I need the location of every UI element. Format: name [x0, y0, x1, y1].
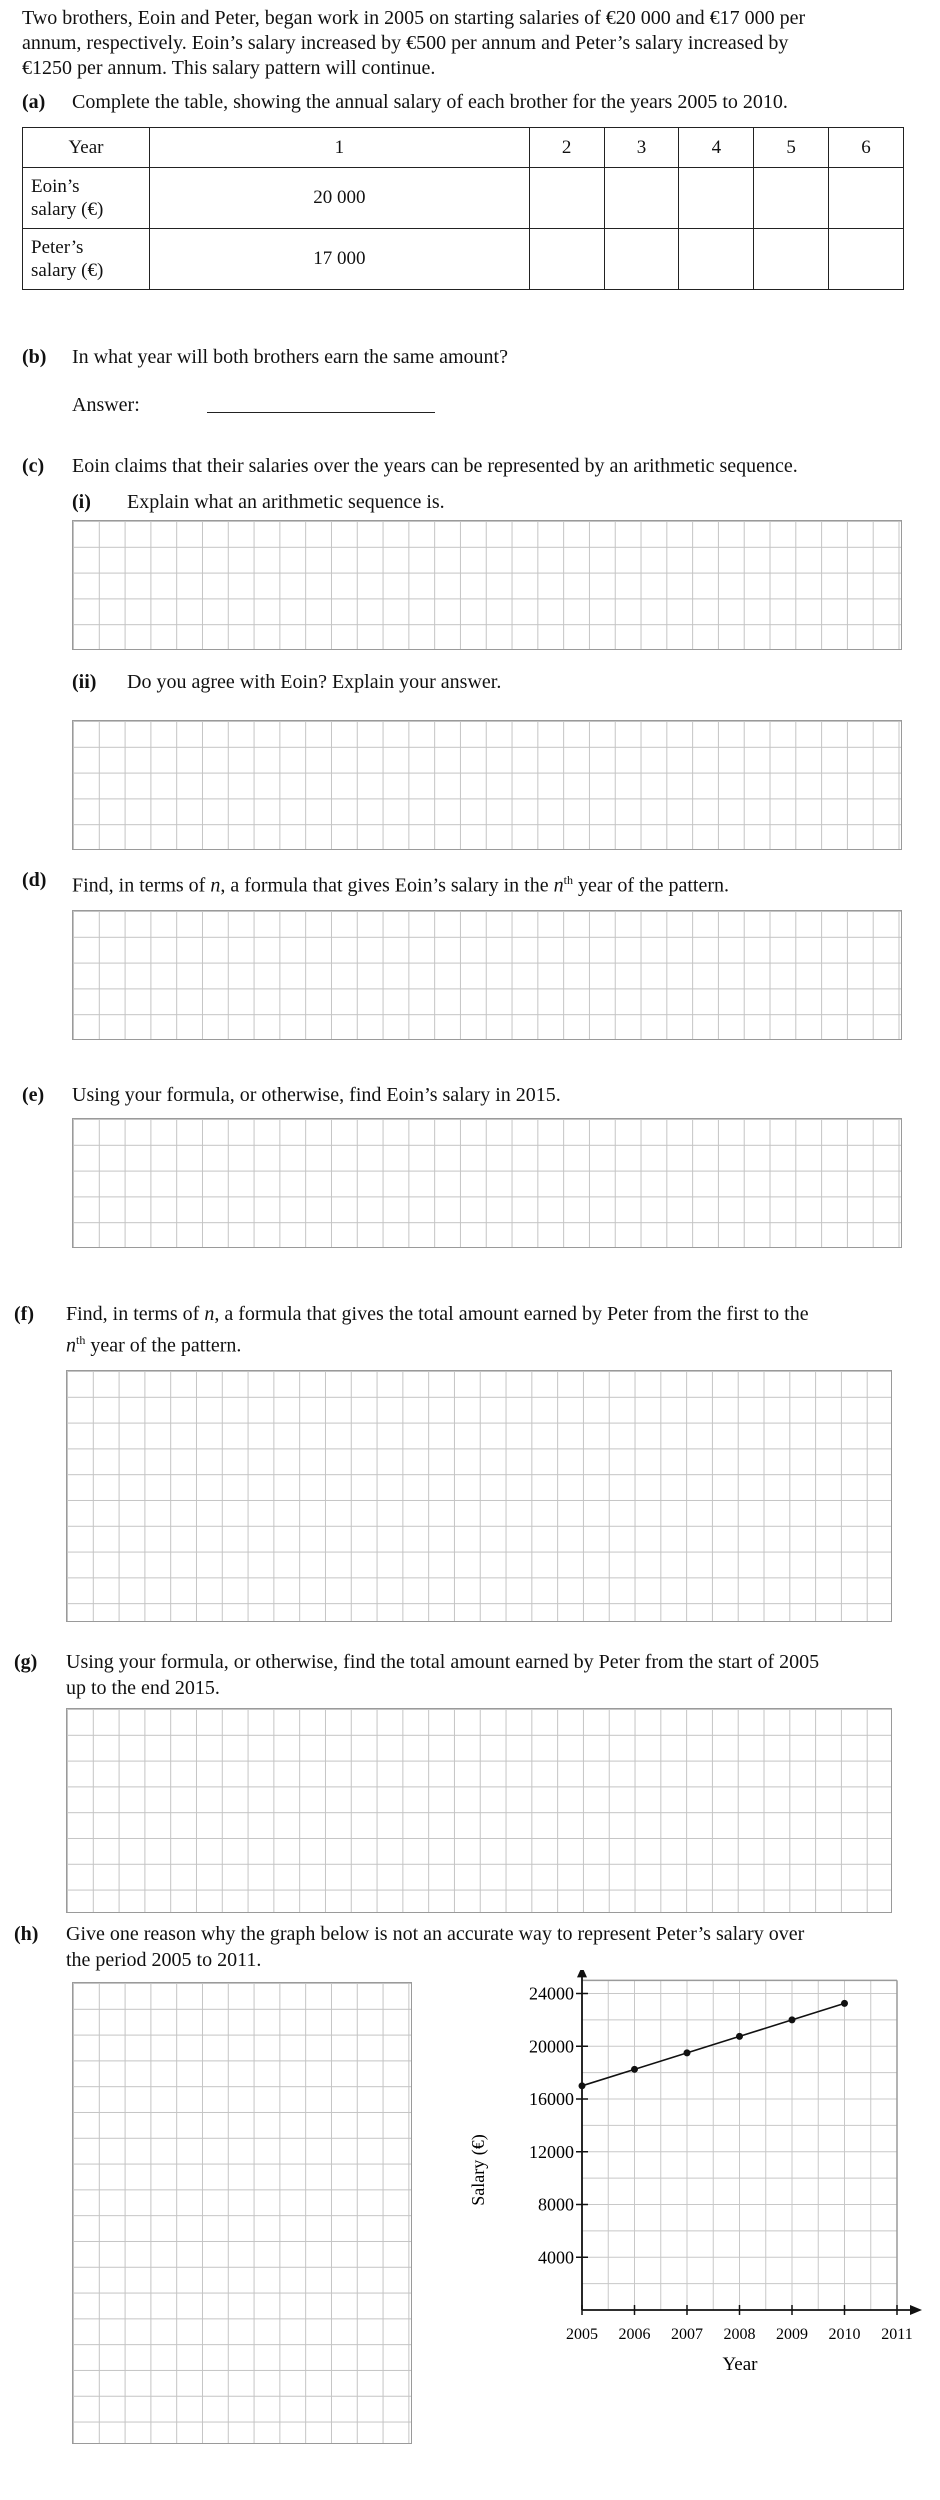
part-f-line-1 — [66, 1302, 809, 1327]
x-tick-label: 2005 — [566, 2326, 598, 2343]
part-d-label: (d) — [22, 869, 47, 891]
x-tick-label: 2009 — [776, 2326, 808, 2343]
y-tick-label: 8000 — [538, 2194, 574, 2215]
chart-y-ticks — [529, 1984, 588, 2268]
part-c-ii-label: (ii) — [72, 671, 97, 693]
chart-y-axis-label: Salary (€) — [468, 2134, 488, 2206]
answer-grid-d[interactable] — [72, 910, 902, 1040]
x-tick-label: 2010 — [828, 2326, 861, 2343]
eoin-salary-year-2-input[interactable] — [529, 168, 604, 229]
part-f-var: n — [204, 1303, 215, 1325]
peter-label-line-1: Peter’s — [31, 237, 84, 258]
part-d-text — [72, 868, 729, 899]
year-col-3: 3 — [604, 128, 679, 168]
year-col-4: 4 — [679, 128, 754, 168]
peter-salary-year-5-input[interactable] — [754, 229, 829, 290]
year-col-5: 5 — [754, 128, 829, 168]
answer-grid-h[interactable] — [72, 1982, 412, 2444]
part-f-line-1-after: , a formula that gives the total amount earned by Peter from the first to the — [214, 1303, 809, 1325]
answer-grid-g[interactable] — [66, 1708, 892, 1913]
part-h-label: (h) — [14, 1923, 39, 1945]
eoin-salary-year-5-input[interactable] — [754, 168, 829, 229]
peter-row-label — [23, 229, 150, 290]
chart-gridlines — [582, 1980, 897, 2310]
salary-line-chart — [440, 1970, 930, 2380]
eoin-salary-year-6-input[interactable] — [829, 168, 904, 229]
table-header-year: Year — [23, 128, 150, 168]
intro-line-1: Two brothers, Eoin and Peter, began work in 2005 on starting salaries of €20 000 and €17 000 per — [22, 7, 806, 29]
answer-grid-e[interactable] — [72, 1118, 902, 1248]
eoin-salary-year-1: 20 000 — [150, 168, 530, 229]
eoin-salary-year-3-input[interactable] — [604, 168, 679, 229]
data-point — [684, 2049, 691, 2056]
part-f-line-2-after: year of the pattern. — [85, 1334, 242, 1357]
part-c-ii-text: Do you agree with Eoin? Explain your answer. — [127, 671, 502, 693]
part-c-i-text: Explain what an arithmetic sequence is. — [127, 491, 445, 513]
part-f-line-1-before: Find, in terms of — [66, 1303, 205, 1325]
table-row-peter — [23, 229, 904, 290]
part-d-var: n — [210, 874, 221, 897]
y-tick-label: 12000 — [529, 2141, 574, 2162]
eoin-row-label — [23, 168, 150, 229]
x-tick-label: 2008 — [723, 2326, 756, 2343]
part-f-sup: th — [76, 1333, 86, 1347]
y-tick-label: 24000 — [529, 1983, 574, 2004]
intro-line-2: annum, respectively. Eoin’s salary increased by €500 per annum and Peter’s salary increased by — [22, 32, 789, 54]
answer-grid-c-i[interactable] — [72, 520, 902, 650]
eoin-salary-year-4-input[interactable] — [679, 168, 754, 229]
part-d-text-after: year of the pattern. — [572, 874, 729, 897]
part-d-text-before: Find, in terms of — [72, 874, 211, 897]
part-h-line-1: Give one reason why the graph below is not an accurate way to represent Peter’s salary over — [66, 1923, 805, 1945]
part-c-text: Eoin claims that their salaries over the years can be represented by an arithmetic sequence. — [72, 455, 798, 477]
part-b-text: In what year will both brothers earn the same amount? — [72, 346, 508, 368]
x-tick-label: 2007 — [671, 2326, 703, 2343]
peter-salary-year-6-input[interactable] — [829, 229, 904, 290]
part-f-var-2: n — [66, 1334, 76, 1357]
year-col-6: 6 — [829, 128, 904, 168]
part-h-line-2: the period 2005 to 2011. — [66, 1949, 262, 1971]
data-point — [579, 2082, 586, 2089]
table-header-row — [23, 128, 904, 168]
year-col-1: 1 — [150, 128, 530, 168]
x-axis-arrow — [910, 2305, 922, 2315]
y-axis-arrow — [577, 1970, 587, 1977]
part-e-label: (e) — [22, 1084, 45, 1106]
peter-salary-year-4-input[interactable] — [679, 229, 754, 290]
part-g-label: (g) — [14, 1651, 38, 1673]
part-g-line-1: Using your formula, or otherwise, find the total amount earned by Peter from the start of 2005 — [66, 1651, 820, 1673]
part-f-line-2 — [66, 1328, 241, 1359]
answer-grid-c-ii[interactable] — [72, 720, 902, 850]
data-point — [789, 2016, 796, 2023]
part-b-answer-label: Answer: — [72, 394, 140, 416]
y-tick-label: 16000 — [529, 2089, 574, 2109]
peter-label-line-2: salary (€) — [31, 260, 104, 281]
part-g-line-2: up to the end 2015. — [66, 1677, 220, 1699]
data-point — [841, 2000, 848, 2007]
year-col-2: 2 — [529, 128, 604, 168]
peter-salary-year-1: 17 000 — [150, 229, 530, 290]
part-d-var-2: n — [553, 874, 564, 897]
part-d-text-mid: , a formula that gives Eoin’s salary in the — [220, 874, 554, 897]
data-point — [631, 2066, 638, 2073]
peter-salary-year-3-input[interactable] — [604, 229, 679, 290]
answer-grid-f[interactable] — [66, 1370, 892, 1622]
salary-table — [22, 127, 904, 290]
part-b-label: (b) — [22, 346, 47, 368]
eoin-label-line-1: Eoin’s — [31, 176, 80, 197]
peter-salary-year-2-input[interactable] — [529, 229, 604, 290]
part-d-sup: th — [563, 873, 573, 887]
part-e-text: Using your formula, or otherwise, find Eoin’s salary in 2015. — [72, 1084, 561, 1106]
part-a-text: Complete the table, showing the annual salary of each brother for the years 2005 to 2010. — [72, 91, 788, 113]
part-c-i-label: (i) — [72, 491, 91, 513]
eoin-label-line-2: salary (€) — [31, 199, 104, 220]
chart-x-axis-label: Year — [722, 2354, 758, 2375]
part-a-label: (a) — [22, 91, 46, 113]
x-tick-label: 2006 — [618, 2326, 651, 2343]
part-f-label: (f) — [14, 1303, 34, 1325]
table-row-eoin — [23, 168, 904, 229]
intro-line-3: €1250 per annum. This salary pattern will continue. — [22, 57, 436, 79]
y-tick-label: 4000 — [538, 2247, 574, 2268]
part-c-label: (c) — [22, 455, 45, 477]
part-b-answer-line[interactable] — [207, 392, 435, 413]
y-tick-label: 20000 — [529, 2036, 574, 2057]
data-point — [736, 2033, 743, 2040]
x-tick-label: 2011 — [881, 2326, 913, 2343]
